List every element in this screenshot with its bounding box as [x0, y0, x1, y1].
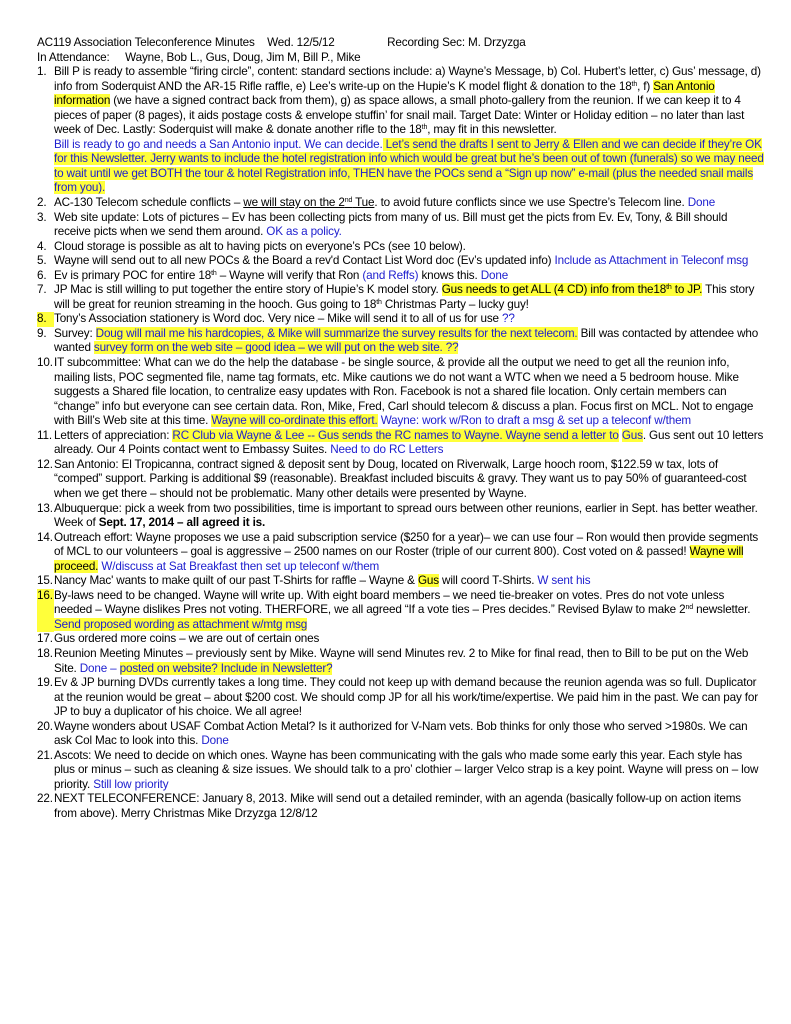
item-number: 10. [37, 356, 53, 370]
highlight: San Antonio information [54, 79, 715, 108]
item-text: Wayne wonders about USAF Combat Action Metal? Is it authorized for V-Nam vets. Bob thinks for only those who served >1980s. We can ask Col Mac to look into this. Done [54, 719, 748, 748]
attendance-list: Wayne, Bob L., Gus, Doug, Jim M, Bill P., Mike [125, 50, 361, 64]
action-note: Need to do RC Letters [330, 443, 444, 457]
list-item [37, 589, 764, 633]
action-note: Done [687, 196, 716, 210]
attendance-label: In Attendance: [37, 50, 110, 64]
item-text: AC-130 Telecom schedule conflicts – we will stay on the 2nd Tue. to avoid future conflicts since we use Spectre’s Telecom line. Done [54, 196, 716, 210]
list-item [37, 283, 764, 312]
action-note: Still low priority [93, 777, 169, 791]
attendance-line [37, 51, 764, 66]
minutes-document [37, 36, 764, 822]
item-text: Letters of appreciation: RC Club via Wayne & Lee -- Gus sends the RC names to Wayne. Wayne send a letter to Gus. Gus sent out 10 letters already. Our 4 Points contact went to Embassy Suites. Need to do RC Letters [54, 428, 764, 457]
action-note: OK as a policy. [266, 225, 342, 239]
item-number: 6. [37, 268, 47, 282]
item-text: NEXT TELECONFERENCE: January 8, 2013. Mike will send out a detailed reminder, with an agenda (basically follow-up on action items from above). Merry Christmas Mike Drzyzga 12/8/12 [54, 792, 742, 820]
header-line [37, 36, 764, 51]
highlight: Wayne will proceed. [54, 545, 744, 573]
item-text: Tony’s Association stationery is Word doc. Very nice – Mike will send it to all of us for use ?? [54, 312, 515, 326]
item-number: 13. [37, 501, 53, 515]
item-number: 15. [37, 574, 53, 588]
item-number: 20. [37, 719, 53, 733]
action-note-highlight: Let’s send the drafts I sent to Jerry & Ellen and we can decide if they’re OK for this Newsletter. Jerry wants to include the hotel registration info which would be great but he’s been out of town (funerals) so we may need to wait until we get BOTH the tour & hotel Registration info, THEN have the POCs send a “Sign up now” e-mail (plus the needed snail mails from you). [54, 137, 764, 195]
item-text: Outreach effort: Wayne proposes we use a paid subscription service ($250 for a year)– we can use four – Ron would then provide segments of MCL to our volunteers – goal is aggressive – 2500 names on our Roster (triple of our current 800). Cost voted on & passed! Wayne will proceed. W/discuss at Sat Breakfast then set up teleconf w/them [54, 530, 759, 573]
action-note: Done [480, 268, 509, 282]
list-item [37, 720, 764, 749]
highlight: RC Club via Wayne & Lee -- Gus sends the RC names to Wayne. Wayne send a letter to [172, 428, 619, 442]
action-note: W sent his [537, 574, 591, 588]
recording-secretary: Recording Sec: M. Drzyzga [387, 36, 526, 49]
list-item [37, 327, 764, 356]
item-text: Cloud storage is possible as alt to having picts on everyone’s PCs (see 10 below). [54, 239, 466, 253]
item-number: 2. [37, 196, 47, 210]
list-item [37, 632, 764, 647]
item-text: Reunion Meeting Minutes – previously sent by Mike. Wayne will send Minutes rev. 2 to Mike for final read, then to Bill to be put on the Web Site. Done – posted on website? Include in Newsletter? [54, 646, 749, 675]
item-number: 16. [37, 589, 54, 633]
item-number: 3. [37, 210, 47, 224]
highlight: Gus [417, 574, 439, 588]
action-note: (and Reffs) [362, 268, 419, 282]
item-number: 12. [37, 457, 53, 471]
item-text: Ascots: We need to decide on which ones. Wayne has been communicating with the gals who made some early this year. Each style has plus or minus – such as cleaning & size issues. We should talk to a pro’ clothier – larger Velco strap is a key point. Wayne will press on – low priority. Still low priority [54, 748, 759, 791]
document-title: AC119 Association Teleconference Minutes [37, 36, 255, 49]
item-text: Nancy Mac' wants to make quilt of our past T-Shirts for raffle – Wayne & Gus will coord T-Shirts. W sent his [54, 574, 591, 588]
item-text: Gus ordered more coins – we are out of certain ones [54, 632, 320, 646]
list-item [37, 792, 764, 821]
list-item [37, 647, 764, 676]
list-item [37, 269, 764, 284]
item-text: JP Mac is still willing to put together the entire story of Hupie’s K model story. Gus needs to get ALL (4 CD) info from the18th to JP. This story will be great for reunion streaming in the hooch. Gus going to 18th Christmas Party – lucky guy! [54, 283, 755, 311]
action-note: Wayne: work w/Ron to draft a msg & set up a teleconf w/them [377, 414, 692, 428]
action-note: Done [201, 734, 229, 748]
item-number: 11. [37, 428, 52, 442]
action-note: ?? [501, 312, 515, 326]
item-text: San Antonio: El Tropicanna, contract signed & deposit sent by Doug, located on Riverwalk, Large hooch room, $122.59 w tax, lots of “comped” support. Parking is additional $9 (reasonable). Breakfast included biscuits & gravy. They want us to pay 50% of guaranteed-cost when we get there – should not be problematic. Many other details were presented by Wayne. [54, 457, 747, 500]
item-number: 21. [37, 748, 53, 762]
item-number: 4. [37, 239, 47, 253]
action-note: Bill is ready to go and needs a San Antonio input. We can decide. [54, 137, 383, 151]
action-note: Done – [79, 661, 120, 675]
item-text: Albuquerque: pick a week from two possibilities, time is important to spread ours between other reunions, earlier in Sept. has better weather. Week of Sept. 17, 2014 – all agreed it is. [54, 501, 758, 530]
list-item [37, 531, 764, 575]
item-number: 18. [37, 646, 53, 660]
highlight: Doug will mail me his hardcopies, & Mike will summarize the survey results for the next telecom. [95, 326, 578, 340]
action-note: Include as Attachment in Teleconf msg [554, 254, 749, 268]
item-number: 9. [37, 326, 47, 340]
item-number: 19. [37, 676, 53, 690]
highlight: survey form on the web site – good idea – we will put on the web site. ?? [93, 341, 459, 355]
list-item [37, 65, 764, 196]
item-number: 14. [37, 530, 53, 544]
list-item [37, 312, 764, 327]
list-item [37, 676, 764, 720]
list-item [37, 211, 764, 240]
list-item [37, 458, 764, 502]
item-text: Web site update: Lots of pictures – Ev has been collecting picts from many of us. Bill must get the picts from Ev. Ev, Tony, & Bill should receive picts when we send them around. OK as a policy. [54, 210, 728, 239]
list-item [37, 196, 764, 211]
list-item [37, 356, 764, 429]
list-item [37, 502, 764, 531]
item-number: 1. [37, 65, 47, 79]
item-text: Ev is primary POC for entire 18th – Wayne will verify that Ron (and Reffs) knows this. Done [54, 268, 509, 282]
item-text: Bill P is ready to assemble “firing circle”, content: standard sections include: a) Wayne’s Message, b) Col. Hubert’s letter, c) Gus’ message, d) info from Soderquist AND the AR-15 Rifle raffle, e) Lee’s write-up on the Hupie’s K model flight & donation to the 18th, f) San Antonio information (we have a signed contract back from them), g) as space allows, a small photo-gallery from the reunion. If we can keep it to 4 pieces of paper (8 pages), it aids postage costs & envelope stuffin’ for snail mail. Target Date: Winter or Holiday edition – no later than last week of Dec. Lastly: Soderquist will make & donate another rifle to the 18th, may fit in this newsletter. Bill is ready to go and needs a San Antonio input. We can decide. Let’s send the drafts I sent to Jerry & Ellen and we can decide if they’re OK for this Newsletter. Jerry wants to include the hotel registration info which would be great but he’s been out of town (funerals) so we may need to wait until we get BOTH the tour & hotel Registration info, THEN have the POCs send a “Sign up now” e-mail (plus the needed snail mails from you). [54, 65, 764, 195]
item-text: Wayne will send out to all new POCs & the Board a rev'd Contact List Word doc (Ev’s updated info) Include as Attachment in Teleconf msg [54, 254, 749, 268]
item-number: 7. [37, 283, 47, 297]
list-item [37, 429, 764, 458]
item-text: By-laws need to be changed. Wayne will write up. With eight board members – we need tie-breaker on votes. Pres do not vote unless needed – Wayne dislikes Pres not voting. THERFORE, we all agreed “If a vote ties – Pres decides.” Revised Bylaw to make 2nd newsletter. Send proposed wording as attachment w/mtg msg [54, 588, 751, 631]
item-text: IT subcommittee: What can we do the help the database - be single source, & provide all the output we need to get all the reunion info, mailing lists, POC segmented file, name tag formats, etc. Mike cautions we do not want a WTC when we need a 5 bedroom house. Mike suggests a Shared file location, to centralize easy updates with Ron. Facebook is not a shared file location. Only certain members can “change” info but everyone can see certain data. Ron, Mike, Fred, Carl should telecom & discuss a plan. Focus first on MCL. Not to engage with Bill’s Web site at this time. Wayne will co-ordinate this effort. Wayne: work w/Ron to draft a msg & set up a teleconf w/them [54, 356, 754, 428]
item-number: 22. [37, 792, 53, 806]
highlight: Wayne will co-ordinate this effort. [211, 414, 378, 428]
list-item [37, 254, 764, 269]
highlight: Gus needs to get ALL (4 CD) info from the18th to JP. [441, 283, 703, 297]
highlight: Send proposed wording as attachment w/mtg msg [54, 617, 308, 631]
list-item [37, 240, 764, 255]
item-text: Ev & JP burning DVDs currently takes a long time. They could not keep up with demand because the reunion agenda was so full. Duplicator at the reunion would be great – about $200 cost. We should comp JP for all his work/time/expertise. We paid him in the past. We can pay for JP to buy a duplicator of his choice. We all agree! [54, 676, 758, 719]
item-number: 5. [37, 254, 47, 268]
meeting-date: Wed. 12/5/12 [267, 36, 335, 49]
item-text: Survey: Doug will mail me his hardcopies, & Mike will summarize the survey results for the next telecom. Bill was contacted by attendee who wanted survey form on the web site – good idea – we will put on the web site. ?? [54, 326, 759, 355]
action-note: W/discuss at Sat Breakfast then set up teleconf w/them [98, 559, 380, 573]
highlight: Gus [621, 428, 643, 442]
item-number: 8. [37, 312, 54, 327]
list-item [37, 574, 764, 589]
item-number: 17. [37, 632, 53, 646]
highlight: posted on website? Include in Newsletter? [119, 661, 333, 675]
list-item [37, 749, 764, 793]
